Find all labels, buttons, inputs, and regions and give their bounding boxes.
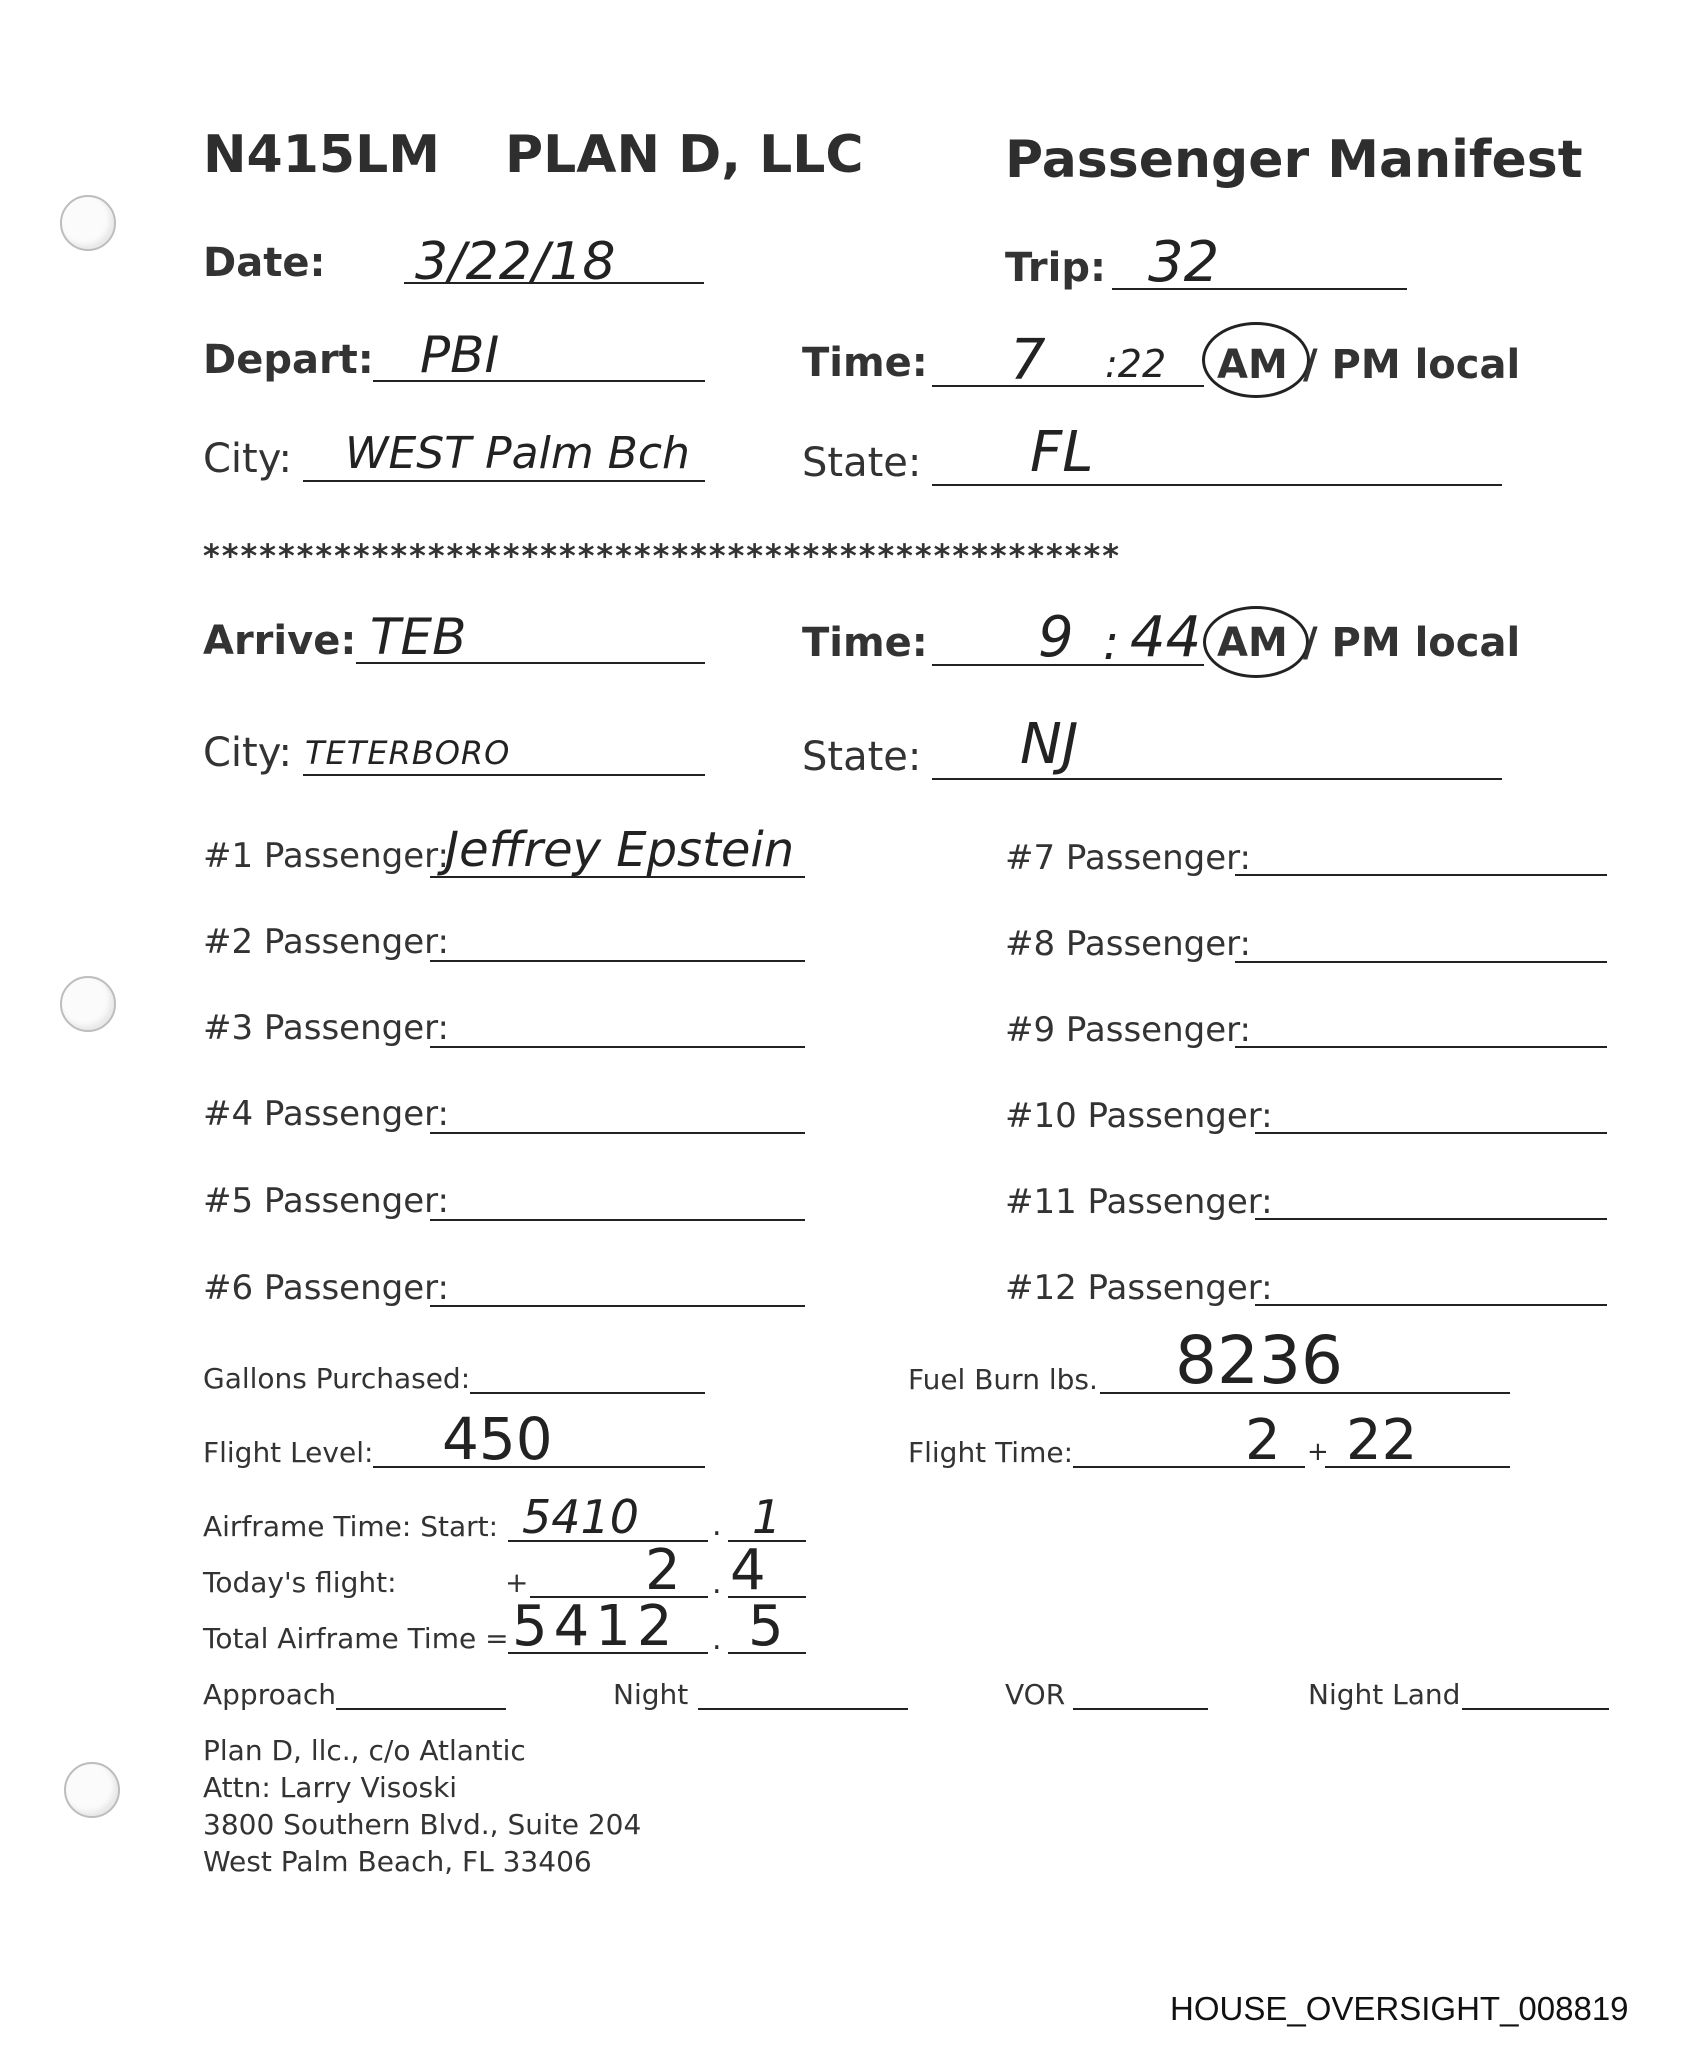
document-title: Passenger Manifest <box>1005 130 1583 190</box>
gallons-purchased-label: Gallons Purchased: <box>203 1362 471 1395</box>
flight-level-value: 450 <box>442 1405 553 1473</box>
address-line-1: Plan D, llc., c/o Atlantic <box>203 1734 526 1767</box>
todays-flight-frac: 4 <box>730 1538 766 1603</box>
vor-label: VOR <box>1005 1678 1066 1711</box>
gallons-purchased-line <box>470 1392 705 1394</box>
passenger-7-label: #7 Passenger: <box>1005 838 1251 878</box>
passenger-7-line <box>1235 874 1607 876</box>
bates-number: HOUSE_OVERSIGHT_008819 <box>1170 1990 1629 2027</box>
date-label: Date: <box>203 240 326 286</box>
arrive-am-option: AM <box>1217 620 1288 666</box>
address-line-3: 3800 Southern Blvd., Suite 204 <box>203 1808 642 1841</box>
depart-value: PBI <box>420 326 500 384</box>
depart-hour: 7 <box>1010 328 1046 393</box>
todays-flight-whole: 2 <box>645 1538 681 1603</box>
passenger-1-value: Jeffrey Epstein <box>445 822 795 878</box>
passenger-9-line <box>1235 1046 1607 1048</box>
passenger-3-label: #3 Passenger: <box>203 1008 449 1048</box>
total-airframe-label: Total Airframe Time = <box>203 1622 509 1655</box>
flight-level-label: Flight Level: <box>203 1436 374 1469</box>
arrive-city-value: TETERBORO <box>305 734 511 772</box>
todays-flight-plus: + <box>505 1566 529 1599</box>
passenger-10-label: #10 Passenger: <box>1005 1096 1273 1136</box>
passenger-4-line <box>430 1132 805 1134</box>
arrive-time-label: Time: <box>802 620 928 666</box>
passenger-4-label: #4 Passenger: <box>203 1094 449 1134</box>
total-airframe-dot: . <box>712 1622 722 1657</box>
approach-label: Approach <box>203 1678 337 1711</box>
passenger-6-label: #6 Passenger: <box>203 1268 449 1308</box>
passenger-12-line <box>1255 1304 1607 1306</box>
night-land-label: Night Land <box>1308 1678 1461 1711</box>
fuel-burn-label: Fuel Burn lbs. <box>908 1363 1098 1396</box>
arrive-pm-option: / PM local <box>1303 620 1521 666</box>
arrive-minute: 44 <box>1130 605 1202 670</box>
arrive-city-label: City: <box>203 730 292 776</box>
address-block <box>203 1732 641 1880</box>
company-name: PLAN D, LLC <box>505 125 864 185</box>
night-land-line <box>1462 1708 1609 1710</box>
binder-hole-bottom <box>64 1762 120 1818</box>
total-airframe-whole: 5412 <box>512 1594 679 1659</box>
passenger-8-label: #8 Passenger: <box>1005 924 1251 964</box>
arrive-state-label: State: <box>802 734 922 780</box>
depart-minute: :22 <box>1105 342 1167 386</box>
passenger-11-label: #11 Passenger: <box>1005 1182 1273 1222</box>
passenger-11-line <box>1255 1218 1607 1220</box>
flight-time-label: Flight Time: <box>908 1436 1074 1469</box>
passenger-6-line <box>430 1305 805 1307</box>
depart-time-label: Time: <box>802 340 928 386</box>
todays-flight-dot: . <box>712 1566 722 1601</box>
depart-state-line <box>932 484 1502 486</box>
arrive-value: TEB <box>370 608 467 666</box>
depart-am-option: AM <box>1217 342 1288 388</box>
passenger-2-label: #2 Passenger: <box>203 922 449 962</box>
depart-city-label: City: <box>203 436 292 482</box>
arrive-state-line <box>932 778 1502 780</box>
passenger-12-label: #12 Passenger: <box>1005 1268 1273 1308</box>
depart-city-value: WEST Palm Bch <box>345 428 690 479</box>
passenger-9-label: #9 Passenger: <box>1005 1010 1251 1050</box>
binder-hole-top <box>60 195 116 251</box>
depart-label: Depart: <box>203 337 374 383</box>
flight-time-hours: 2 <box>1245 1408 1281 1473</box>
depart-state-value: FL <box>1030 420 1094 485</box>
tail-number: N415LM <box>203 125 440 185</box>
flight-time-separator: + <box>1307 1437 1329 1467</box>
arrive-colon: : <box>1103 615 1120 671</box>
passenger-5-label: #5 Passenger: <box>203 1181 449 1221</box>
airframe-start-dot: . <box>712 1508 722 1543</box>
passenger-3-line <box>430 1046 805 1048</box>
night-line <box>698 1708 908 1710</box>
trip-label: Trip: <box>1005 245 1106 291</box>
todays-flight-label: Today's flight: <box>203 1566 397 1599</box>
binder-hole-middle <box>60 976 116 1032</box>
airframe-start-frac: 1 <box>752 1490 782 1544</box>
passenger-5-line <box>430 1219 805 1221</box>
passenger-8-line <box>1235 961 1607 963</box>
fuel-burn-value: 8236 <box>1175 1322 1343 1399</box>
airframe-start-whole: 5410 <box>522 1490 640 1544</box>
arrive-state-value: NJ <box>1020 712 1079 777</box>
depart-state-label: State: <box>802 440 922 486</box>
address-line-4: West Palm Beach, FL 33406 <box>203 1845 592 1878</box>
approach-line <box>336 1708 506 1710</box>
date-value: 3/22/18 <box>415 232 616 292</box>
total-airframe-frac: 5 <box>748 1594 784 1659</box>
arrive-label: Arrive: <box>203 618 357 664</box>
passenger-1-label: #1 Passenger: <box>203 836 449 876</box>
flight-time-minutes: 22 <box>1346 1408 1418 1473</box>
arrive-hour: 9 <box>1038 605 1074 670</box>
arrive-city-line <box>303 774 705 776</box>
night-label: Night <box>613 1678 689 1711</box>
depart-pm-option: / PM local <box>1303 342 1521 388</box>
trip-value: 32 <box>1148 230 1220 295</box>
vor-line <box>1073 1708 1208 1710</box>
address-line-2: Attn: Larry Visoski <box>203 1771 458 1804</box>
depart-city-line <box>303 480 705 482</box>
passenger-10-line <box>1255 1132 1607 1134</box>
airframe-start-label: Airframe Time: Start: <box>203 1510 499 1543</box>
passenger-2-line <box>430 960 805 962</box>
separator-stars: ************************************************* <box>203 537 1121 575</box>
